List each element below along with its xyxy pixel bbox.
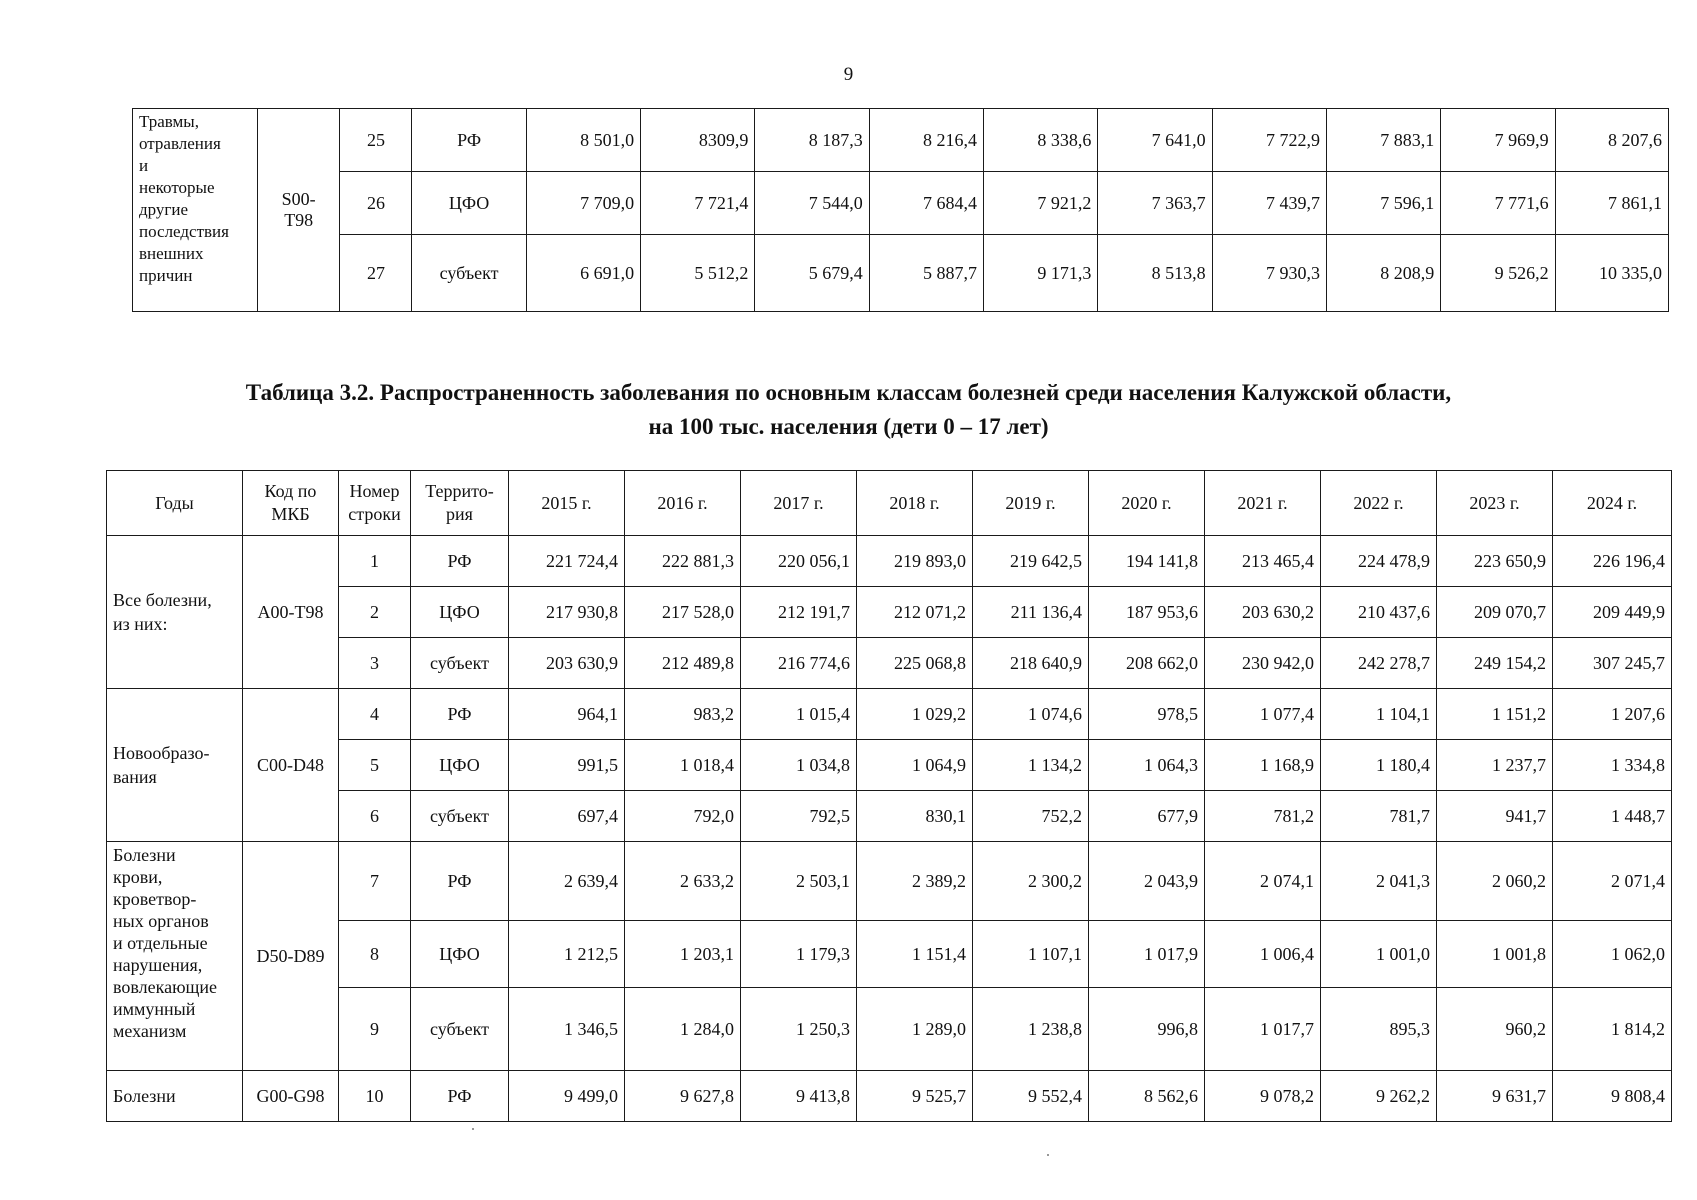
row-number: 7	[339, 842, 411, 921]
value-cell: 8 501,0	[526, 109, 640, 172]
header-year-2020: 2020 г.	[1089, 471, 1205, 536]
value-cell: 1 006,4	[1205, 921, 1321, 988]
value-cell: 1 237,7	[1437, 740, 1553, 791]
value-cell: 9 078,2	[1205, 1071, 1321, 1122]
value-cell: 1 062,0	[1553, 921, 1672, 988]
value-cell: 960,2	[1437, 988, 1553, 1071]
header-years: Годы	[107, 471, 243, 536]
value-cell: 2 071,4	[1553, 842, 1672, 921]
value-cell: 7 596,1	[1326, 172, 1440, 235]
value-cell: 211 136,4	[973, 587, 1089, 638]
value-cell: 978,5	[1089, 689, 1205, 740]
table-row	[133, 172, 1669, 235]
territory: ЦФО	[411, 587, 509, 638]
caption-line-2: на 100 тыс. населения (дети 0 – 17 лет)	[648, 414, 1049, 439]
value-cell: 226 196,4	[1553, 536, 1672, 587]
row-number: 2	[339, 587, 411, 638]
value-cell: 2 389,2	[857, 842, 973, 921]
value-cell: 9 631,7	[1437, 1071, 1553, 1122]
value-cell: 2 043,9	[1089, 842, 1205, 921]
value-cell: 5 512,2	[641, 235, 755, 312]
value-cell: 9 552,4	[973, 1071, 1089, 1122]
value-cell: 1 134,2	[973, 740, 1089, 791]
value-cell: 220 056,1	[741, 536, 857, 587]
value-cell: 1 814,2	[1553, 988, 1672, 1071]
value-cell: 781,2	[1205, 791, 1321, 842]
icd-code: C00-D48	[243, 689, 339, 842]
value-cell: 7 363,7	[1098, 172, 1212, 235]
value-cell: 7 861,1	[1555, 172, 1668, 235]
table-row	[107, 988, 1672, 1071]
row-number: 5	[339, 740, 411, 791]
value-cell: 1 077,4	[1205, 689, 1321, 740]
table-row	[107, 842, 1672, 921]
value-cell: 7 722,9	[1212, 109, 1326, 172]
value-cell: 1 034,8	[741, 740, 857, 791]
value-cell: 1 212,5	[509, 921, 625, 988]
header-row	[107, 471, 1672, 536]
value-cell: 677,9	[1089, 791, 1205, 842]
value-cell: 7 930,3	[1212, 235, 1326, 312]
value-cell: 830,1	[857, 791, 973, 842]
value-cell: 1 015,4	[741, 689, 857, 740]
value-cell: 217 930,8	[509, 587, 625, 638]
value-cell: 2 633,2	[625, 842, 741, 921]
territory: субъект	[411, 638, 509, 689]
header-icd-code-text: Код по МКБ	[264, 481, 317, 524]
value-cell: 1 346,5	[509, 988, 625, 1071]
value-cell: 208 662,0	[1089, 638, 1205, 689]
header-icd-code	[243, 471, 339, 536]
value-cell: 2 639,4	[509, 842, 625, 921]
value-cell: 1 074,6	[973, 689, 1089, 740]
value-cell: 7 721,4	[641, 172, 755, 235]
value-cell: 5 679,4	[755, 235, 869, 312]
table-row	[107, 587, 1672, 638]
value-cell: 221 724,4	[509, 536, 625, 587]
value-cell: 983,2	[625, 689, 741, 740]
value-cell: 1 334,8	[1553, 740, 1672, 791]
value-cell: 895,3	[1321, 988, 1437, 1071]
value-cell: 218 640,9	[973, 638, 1089, 689]
value-cell: 223 650,9	[1437, 536, 1553, 587]
header-year-2018: 2018 г.	[857, 471, 973, 536]
disease-class-label: Болезни крови, кроветвор- ных органов и отдельные нарушения, вовлекающие иммунный механизм	[107, 842, 243, 1071]
value-cell: 8 187,3	[755, 109, 869, 172]
value-cell: 1 017,7	[1205, 988, 1321, 1071]
table-row	[107, 740, 1672, 791]
header-territory	[411, 471, 509, 536]
territory: субъект	[411, 988, 509, 1071]
value-cell: 219 642,5	[973, 536, 1089, 587]
row-number: 3	[339, 638, 411, 689]
table-row	[133, 235, 1669, 312]
row-number: 10	[339, 1071, 411, 1122]
territory: ЦФО	[411, 921, 509, 988]
value-cell: 209 070,7	[1437, 587, 1553, 638]
header-row-number	[339, 471, 411, 536]
value-cell: 991,5	[509, 740, 625, 791]
value-cell: 5 887,7	[869, 235, 983, 312]
table-row	[107, 791, 1672, 842]
row-number: 4	[339, 689, 411, 740]
disease-class-label: Все болезни, из них:	[107, 536, 243, 689]
table-row	[107, 638, 1672, 689]
value-cell: 792,5	[741, 791, 857, 842]
value-cell: 1 238,8	[973, 988, 1089, 1071]
territory: ЦФО	[412, 172, 526, 235]
value-cell: 203 630,2	[1205, 587, 1321, 638]
value-cell: 249 154,2	[1437, 638, 1553, 689]
value-cell: 941,7	[1437, 791, 1553, 842]
value-cell: 219 893,0	[857, 536, 973, 587]
value-cell: 2 503,1	[741, 842, 857, 921]
value-cell: 7 969,9	[1441, 109, 1555, 172]
group-label: Травмы, отравления и некоторые другие последствия внешних причин	[133, 109, 258, 312]
value-cell: 217 528,0	[625, 587, 741, 638]
territory: РФ	[412, 109, 526, 172]
value-cell: 230 942,0	[1205, 638, 1321, 689]
table-row	[107, 1071, 1672, 1122]
icd-code: S00- T98	[257, 109, 340, 312]
value-cell: 9 413,8	[741, 1071, 857, 1122]
value-cell: 8 207,6	[1555, 109, 1668, 172]
header-year-2023: 2023 г.	[1437, 471, 1553, 536]
injuries-table-body	[133, 109, 1669, 312]
value-cell: 9 808,4	[1553, 1071, 1672, 1122]
value-cell: 1 104,1	[1321, 689, 1437, 740]
value-cell: 210 437,6	[1321, 587, 1437, 638]
territory: субъект	[412, 235, 526, 312]
value-cell: 7 709,0	[526, 172, 640, 235]
value-cell: 194 141,8	[1089, 536, 1205, 587]
value-cell: 8 513,8	[1098, 235, 1212, 312]
value-cell: 8 216,4	[869, 109, 983, 172]
value-cell: 9 627,8	[625, 1071, 741, 1122]
value-cell: 9 171,3	[984, 235, 1098, 312]
territory: ЦФО	[411, 740, 509, 791]
value-cell: 7 544,0	[755, 172, 869, 235]
row-number: 9	[339, 988, 411, 1071]
value-cell: 8 208,9	[1326, 235, 1440, 312]
row-number: 25	[340, 109, 412, 172]
value-cell: 752,2	[973, 791, 1089, 842]
header-year-2019: 2019 г.	[973, 471, 1089, 536]
value-cell: 7 883,1	[1326, 109, 1440, 172]
header-year-2024: 2024 г.	[1553, 471, 1672, 536]
header-year-2022: 2022 г.	[1321, 471, 1437, 536]
value-cell: 9 262,2	[1321, 1071, 1437, 1122]
value-cell: 996,8	[1089, 988, 1205, 1071]
icd-code: G00-G98	[243, 1071, 339, 1122]
territory: РФ	[411, 536, 509, 587]
territory: РФ	[411, 842, 509, 921]
header-territory-text: Террито- рия	[425, 481, 494, 524]
value-cell: 792,0	[625, 791, 741, 842]
value-cell: 224 478,9	[1321, 536, 1437, 587]
value-cell: 1 001,8	[1437, 921, 1553, 988]
row-number: 27	[340, 235, 412, 312]
value-cell: 10 335,0	[1555, 235, 1668, 312]
value-cell: 1 250,3	[741, 988, 857, 1071]
header-year-2021: 2021 г.	[1205, 471, 1321, 536]
value-cell: 1 207,6	[1553, 689, 1672, 740]
value-cell: 1 179,3	[741, 921, 857, 988]
icd-code: D50-D89	[243, 842, 339, 1071]
icd-code: A00-T98	[243, 536, 339, 689]
value-cell: 222 881,3	[625, 536, 741, 587]
value-cell: 1 168,9	[1205, 740, 1321, 791]
value-cell: 1 064,9	[857, 740, 973, 791]
injuries-table-continuation	[132, 108, 1669, 312]
value-cell: 216 774,6	[741, 638, 857, 689]
value-cell: 213 465,4	[1205, 536, 1321, 587]
value-cell: 6 691,0	[526, 235, 640, 312]
children-disease-prevalence-table	[106, 470, 1672, 1122]
header-year-2017: 2017 г.	[741, 471, 857, 536]
value-cell: 7 439,7	[1212, 172, 1326, 235]
table-caption	[0, 376, 1697, 444]
value-cell: 307 245,7	[1553, 638, 1672, 689]
value-cell: 212 489,8	[625, 638, 741, 689]
value-cell: 8 338,6	[984, 109, 1098, 172]
value-cell: 697,4	[509, 791, 625, 842]
value-cell: 781,7	[1321, 791, 1437, 842]
value-cell: 1 289,0	[857, 988, 973, 1071]
table-row	[107, 921, 1672, 988]
row-number: 1	[339, 536, 411, 587]
value-cell: 7 684,4	[869, 172, 983, 235]
caption-line-1: Таблица 3.2. Распространенность заболевания по основным классам болезней среди населения Калужской области,	[245, 380, 1452, 405]
value-cell: 7 771,6	[1441, 172, 1555, 235]
value-cell: 8309,9	[641, 109, 755, 172]
value-cell: 1 180,4	[1321, 740, 1437, 791]
value-cell: 1 029,2	[857, 689, 973, 740]
value-cell: 1 203,1	[625, 921, 741, 988]
territory: субъект	[411, 791, 509, 842]
page-number: 9	[843, 64, 854, 85]
scan-speck	[1047, 1154, 1049, 1156]
value-cell: 1 448,7	[1553, 791, 1672, 842]
value-cell: 2 074,1	[1205, 842, 1321, 921]
value-cell: 1 064,3	[1089, 740, 1205, 791]
value-cell: 2 041,3	[1321, 842, 1437, 921]
value-cell: 187 953,6	[1089, 587, 1205, 638]
row-number: 6	[339, 791, 411, 842]
prevalence-table-body	[107, 471, 1672, 1122]
territory: РФ	[411, 1071, 509, 1122]
value-cell: 209 449,9	[1553, 587, 1672, 638]
row-number: 26	[340, 172, 412, 235]
value-cell: 2 300,2	[973, 842, 1089, 921]
disease-class-label: Новообразо- вания	[107, 689, 243, 842]
value-cell: 1 107,1	[973, 921, 1089, 988]
value-cell: 1 151,4	[857, 921, 973, 988]
table-row	[107, 536, 1672, 587]
table-row	[133, 109, 1669, 172]
value-cell: 9 525,7	[857, 1071, 973, 1122]
value-cell: 225 068,8	[857, 638, 973, 689]
value-cell: 9 499,0	[509, 1071, 625, 1122]
value-cell: 212 191,7	[741, 587, 857, 638]
header-row-number-text: Номер строки	[348, 481, 401, 524]
value-cell: 1 284,0	[625, 988, 741, 1071]
value-cell: 9 526,2	[1441, 235, 1555, 312]
value-cell: 964,1	[509, 689, 625, 740]
value-cell: 1 018,4	[625, 740, 741, 791]
value-cell: 1 151,2	[1437, 689, 1553, 740]
disease-class-label: Болезни	[107, 1071, 243, 1122]
value-cell: 212 071,2	[857, 587, 973, 638]
value-cell: 2 060,2	[1437, 842, 1553, 921]
value-cell: 1 001,0	[1321, 921, 1437, 988]
header-year-2015: 2015 г.	[509, 471, 625, 536]
value-cell: 242 278,7	[1321, 638, 1437, 689]
value-cell: 7 921,2	[984, 172, 1098, 235]
scan-speck	[472, 1128, 474, 1130]
value-cell: 203 630,9	[509, 638, 625, 689]
territory: РФ	[411, 689, 509, 740]
value-cell: 8 562,6	[1089, 1071, 1205, 1122]
row-number: 8	[339, 921, 411, 988]
value-cell: 7 641,0	[1098, 109, 1212, 172]
table-row	[107, 689, 1672, 740]
value-cell: 1 017,9	[1089, 921, 1205, 988]
header-year-2016: 2016 г.	[625, 471, 741, 536]
